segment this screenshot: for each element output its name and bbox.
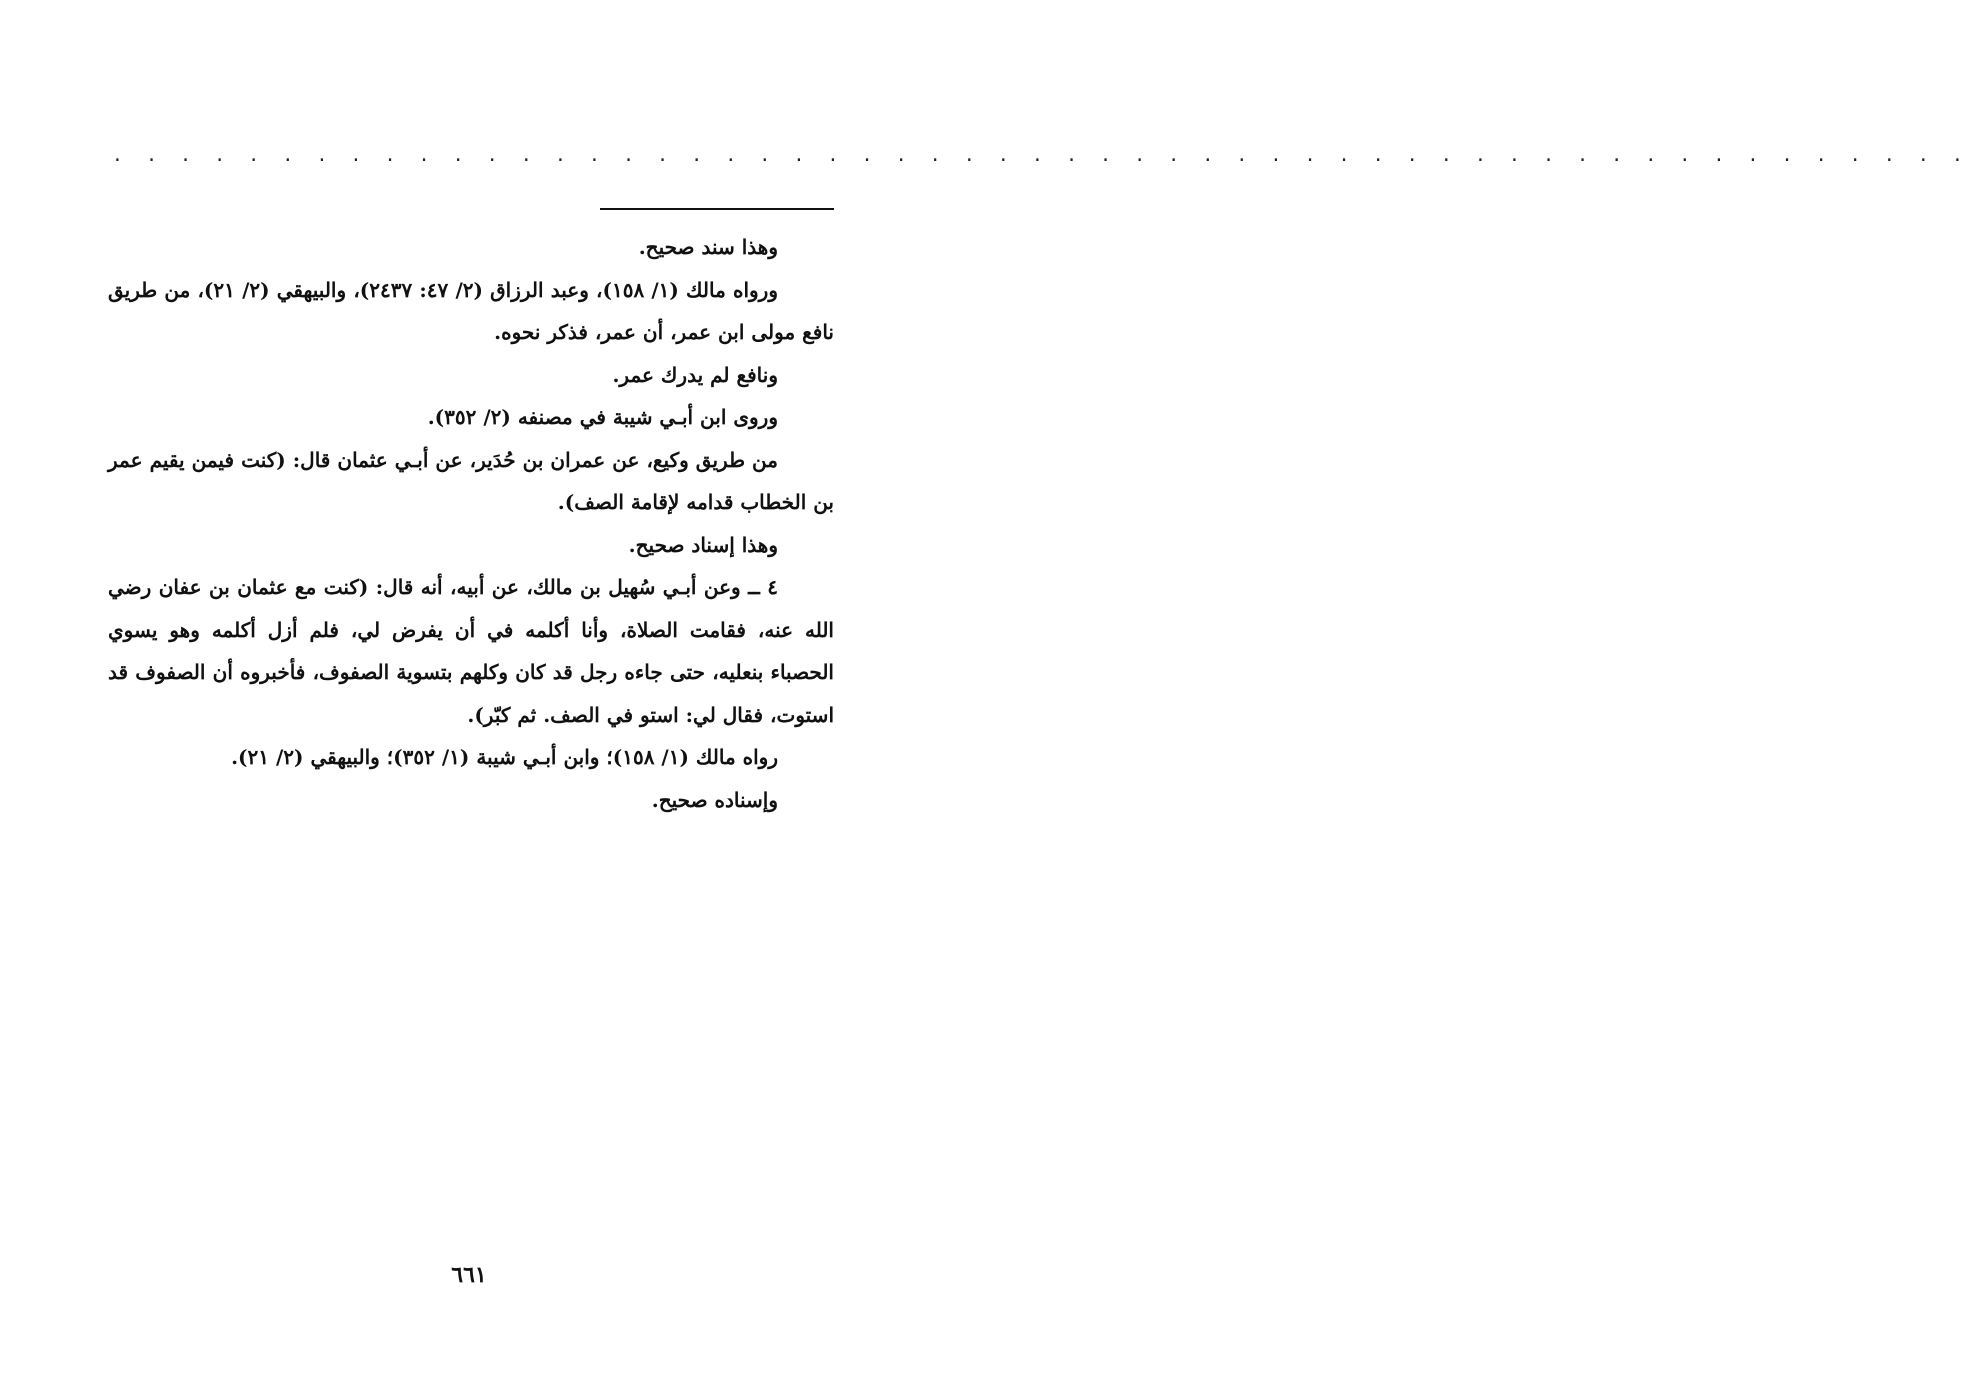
footnote-paragraph: ونافع لم يدرك عمر. <box>612 362 778 387</box>
footnote-paragraph: ورواه مالك (١/ ١٥٨)، وعبد الرزاق (٢/ ٤٧: ٢٤٣٧)، والبيهقي (٢/ ٢١)، من طريق نافع مولى ابن عمر، أن عمر، فذكر نحوه. <box>108 277 834 344</box>
footnote-paragraph: وإسناده صحيح. <box>651 787 778 812</box>
footnote-paragraph: وهذا إسناد صحيح. <box>628 532 778 557</box>
footnotes-block <box>108 226 834 821</box>
footnote-rule <box>600 208 834 210</box>
footnote-paragraph: وهذا سند صحيح. <box>638 235 778 259</box>
dotted-separator: . . . . . . . . . . . . . . . . . . . . . . . . . . . . . . . . . . . . . . . . . . . . . . . . . . . . . . . <box>112 145 1969 166</box>
footnote-paragraph: رواه مالك (١/ ١٥٨)؛ وابن أبـي شيبة (١/ ٣٥٢)؛ والبيهقي (٢/ ٢١). <box>231 745 778 769</box>
footnote-paragraph: من طريق وكيع، عن عمران بن حُدَير، عن أبـي عثمان قال: (كنت فيمن يقيم عمر بن الخطاب قدامه لإقامة الصف). <box>108 447 834 514</box>
footnote-paragraph: وروى ابن أبـي شيبة في مصنفه (٢/ ٣٥٢). <box>427 405 778 429</box>
footnote-paragraph: ٤ ــ وعن أبـي سُهيل بن مالك، عن أبيه، أنه قال: (كنت مع عثمان بن عفان رضي الله عنه، فقامت الصلاة، وأنا أكلمه في أن يفرض لي، فلم أزل أكلمه وهو يسوي الحصباء بنعليه، حتى جاءه رجل قد كان وكلهم بتسوية الصفوف، فأخبروه أن الصفوف قد استوت، فقال لي: استو في الصف. ثم كبّر). <box>108 575 834 727</box>
page-number: ٦٦١ <box>451 1262 487 1288</box>
